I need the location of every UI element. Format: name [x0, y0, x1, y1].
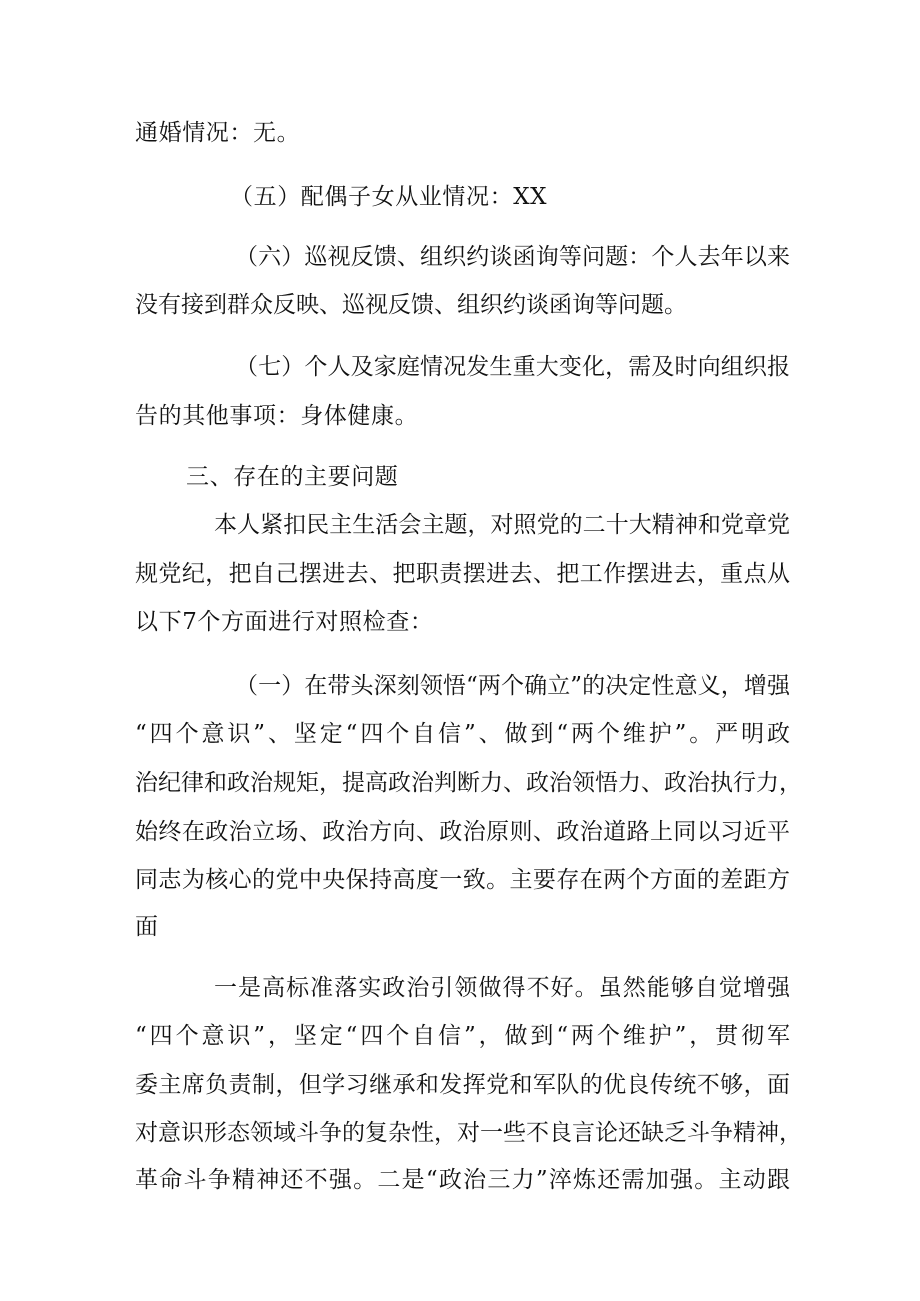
text-line: “四个意识”、坚定“四个自信”、做到“两个维护”。严明政 — [135, 721, 790, 747]
text-line: 面 — [135, 914, 159, 940]
text-line: 一是高标准落实政治引领做得不好。虽然能够自觉增强 — [214, 975, 790, 1001]
text-line: 革命斗争精神还不强。二是“政治三力”淬炼还需加强。主动跟 — [135, 1167, 790, 1193]
text-line: （一）在带头深刻领悟“两个确立”的决定性意义，增强 — [235, 673, 790, 699]
text-line: 没有接到群众反映、巡视反馈、组织约谈函询等问题。 — [135, 292, 687, 318]
text-line: 规党纪，把自己摆进去、把职责摆进去、把工作摆进去，重点从 — [135, 561, 790, 587]
text-line: 以下7个方面进行对照检查： — [135, 609, 434, 635]
text-line: “四个意识”，坚定“四个自信”，做到“两个维护”，贯彻军 — [135, 1023, 790, 1049]
text-line: 通婚情况：无。 — [135, 120, 301, 146]
text-line: 告的其他事项：身体健康。 — [135, 403, 419, 429]
text-line: （六）巡视反馈、组织约谈函询等问题：个人去年以来 — [235, 244, 790, 270]
text-line: 治纪律和政治规矩，提高政治判断力、政治领悟力、政治执行力， — [135, 770, 802, 796]
text-line: （七）个人及家庭情况发生重大变化，需及时向组织报 — [235, 354, 790, 380]
text-line: （五）配偶子女从业情况：XX — [230, 184, 548, 210]
section-heading: 三、存在的主要问题 — [186, 464, 399, 490]
text-line: 同志为核心的党中央保持高度一致。主要存在两个方面的差距方 — [135, 867, 790, 893]
text-line: 始终在政治立场、政治方向、政治原则、政治道路上同以习近平 — [135, 819, 790, 845]
text-line: 对意识形态领域斗争的复杂性，对一些不良言论还缺乏斗争精神， — [135, 1120, 802, 1146]
text-line: 委主席负责制，但学习继承和发挥党和军队的优良传统不够，面 — [135, 1072, 790, 1098]
text-line: 本人紧扣民主生活会主题，对照党的二十大精神和党章党 — [214, 512, 790, 538]
